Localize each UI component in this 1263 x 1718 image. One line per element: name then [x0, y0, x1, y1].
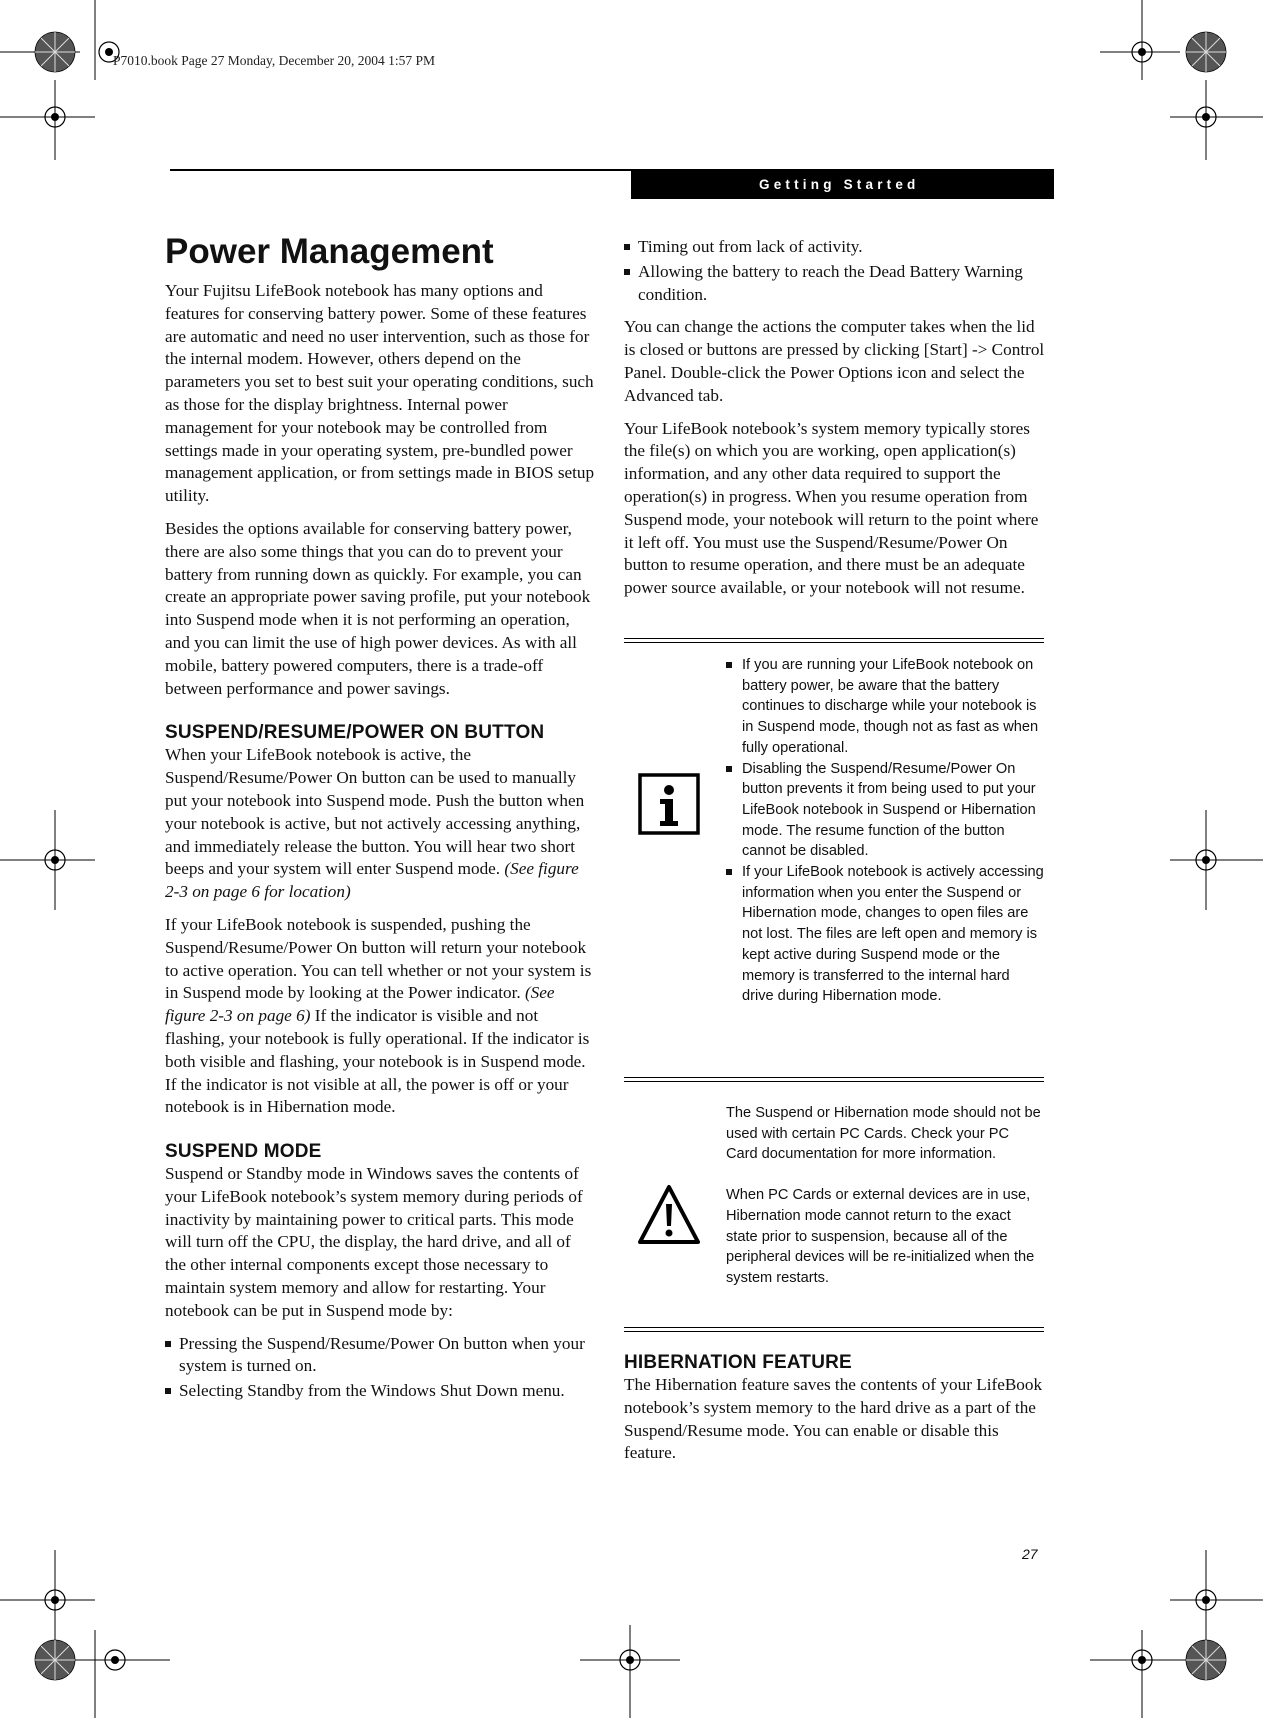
suspend-button-paragraph-2 — [165, 914, 595, 1119]
warning-paragraph-2: When PC Cards or external devices are in use, Hibernation mode cannot return to the exact state prior to suspension, because all of the peripheral devices will be re-initialized when the system restarts. — [726, 1187, 1035, 1286]
list-item: If your LifeBook notebook is actively accessing information when you enter the Suspend or Hibernation mode, changes to open files are not lost. The files are left open and memory is kept active during Suspend mode or the memory is transferred to the internal hard drive during Hibernation mode. — [726, 862, 1044, 1007]
figure-reference: (See figure 2-3 on page 6) — [165, 983, 555, 1026]
list-item: Allowing the battery to reach the Dead Battery Warning condition. — [624, 261, 1048, 307]
suspend-button-heading: SUSPEND/RESUME/POWER ON BUTTON — [165, 722, 545, 744]
note-rule-bottom — [624, 1327, 1044, 1332]
info-note-text — [726, 655, 1044, 1007]
list-item: If you are running your LifeBook notebook on battery power, be aware that the battery continues to discharge while your notebook is in Suspend mode, though not as fast as when fully operational. — [726, 655, 1044, 759]
intro-paragraph-1: Your Fujitsu LifeBook notebook has many options and features for conserving battery power. Some of these features are automatic and need no user intervention, such as those for the internal modem. However, others depend on the parameters you set to best suit your operating conditions, such as those for the display brightness. Internal power management for your notebook may be controlled from settings made in your operating system, pre-bundled power management application, or from settings made in BIOS setup utility. — [165, 281, 595, 506]
left-column — [165, 232, 595, 1413]
list-item: Selecting Standby from the Windows Shut Down menu. — [165, 1380, 595, 1403]
suspend-mode-heading: SUSPEND MODE — [165, 1141, 322, 1163]
right-column — [624, 236, 1048, 610]
warning-note-text — [726, 1103, 1044, 1289]
running-header: Getting Started — [631, 169, 1054, 199]
suspend-mode-list — [165, 1333, 595, 1403]
list-item: Disabling the Suspend/Resume/Power On button prevents it from being used to put your LifeBook notebook in Suspend or Hibernation mode. The resume function of the button cannot be disabled. — [726, 759, 1044, 863]
system-memory-paragraph: Your LifeBook notebook’s system memory typically stores the file(s) on which you are working, open application(s) information, and any other data required to support the operation(s) in progress. When you resume operation from Suspend mode, your notebook will return to the point where it left off. You must use the Suspend/Resume/Power On button to resume operation, and there must be an adequate power source available, or your notebook will not resume. — [624, 418, 1039, 598]
hibernation-heading: HIBERNATION FEATURE — [624, 1352, 852, 1373]
hibernation-paragraph: The Hibernation feature saves the contents of your LifeBook notebook’s system memory to the hard drive as a part of the Suspend/Resume mode. You can enable or disable this feature. — [624, 1375, 1043, 1463]
hibernation-section — [624, 1352, 1048, 1475]
note-rule-top — [624, 638, 1044, 643]
suspend-mode-paragraph: Suspend or Standby mode in Windows saves the contents of your LifeBook notebook’s system memory during periods of inactivity by maintaining power to critical parts. This mode will turn off the CPU, the display, the hard drive, and all of the other internal components except those necessary to maintain system memory and allow for restarting. Your notebook can be put in Suspend mode by: — [165, 1164, 583, 1320]
info-note — [624, 638, 1044, 1070]
note-rule-top — [624, 1077, 1044, 1082]
suspend-mode-list-continued — [624, 236, 1048, 306]
page-title: Power Management — [165, 232, 494, 271]
intro-paragraph-2: Besides the options available for conserving battery power, there are also some things that you can do to prevent your battery from running down as quickly. For example, you can create an appropriate power saving profile, put your notebook into Suspend mode when it is not performing an operation, and you can limit the use of high power devices. As with all mobile, battery powered computers, there is a trade-off between performance and power savings. — [165, 518, 591, 698]
suspend-button-paragraph-2-text-b: If the indicator is visible and not flashing, your notebook is fully operational. If the indicator is both visible and flashing, your notebook is in Suspend mode. If the indicator is not visible at all, the power is off or your notebook is in Hibernation mode. — [165, 1006, 590, 1117]
print-slug: P7010.book Page 27 Monday, December 20, 2004 1:57 PM — [113, 53, 435, 68]
suspend-button-paragraph-2-text-a: If your LifeBook notebook is suspended, pushing the Suspend/Resume/Power On button will return your notebook to active operation. You can tell whether or not your system is in Suspend mode by looking at the Power indicator. — [165, 914, 592, 1003]
suspend-button-paragraph-1-text: When your LifeBook notebook is active, the Suspend/Resume/Power On button can be used to manually put your notebook into Suspend mode. Push the button when your notebook is active, but not actively accessing anything, and immediately release the button. You will hear two short beeps and your system will enter Suspend mode. — [165, 745, 585, 879]
header-rule — [170, 169, 632, 171]
page-number: 27 — [1022, 1546, 1038, 1562]
info-icon — [638, 773, 700, 835]
warning-icon — [638, 1184, 700, 1246]
list-item: Timing out from lack of activity. — [624, 236, 1048, 259]
figure-reference: (See figure 2-3 on page 6 for location) — [165, 859, 579, 902]
warning-note — [624, 1077, 1044, 1335]
power-options-paragraph: You can change the actions the computer takes when the lid is closed or buttons are pressed by clicking [Start] -> Control Panel. Double-click the Power Options icon and select the Advanced tab. — [624, 317, 1045, 405]
list-item: Pressing the Suspend/Resume/Power On button when your system is turned on. — [165, 1333, 595, 1379]
suspend-button-paragraph-1 — [165, 744, 595, 904]
warning-paragraph-1: The Suspend or Hibernation mode should not be used with certain PC Cards. Check your PC Card documentation for more information. — [726, 1105, 1041, 1163]
